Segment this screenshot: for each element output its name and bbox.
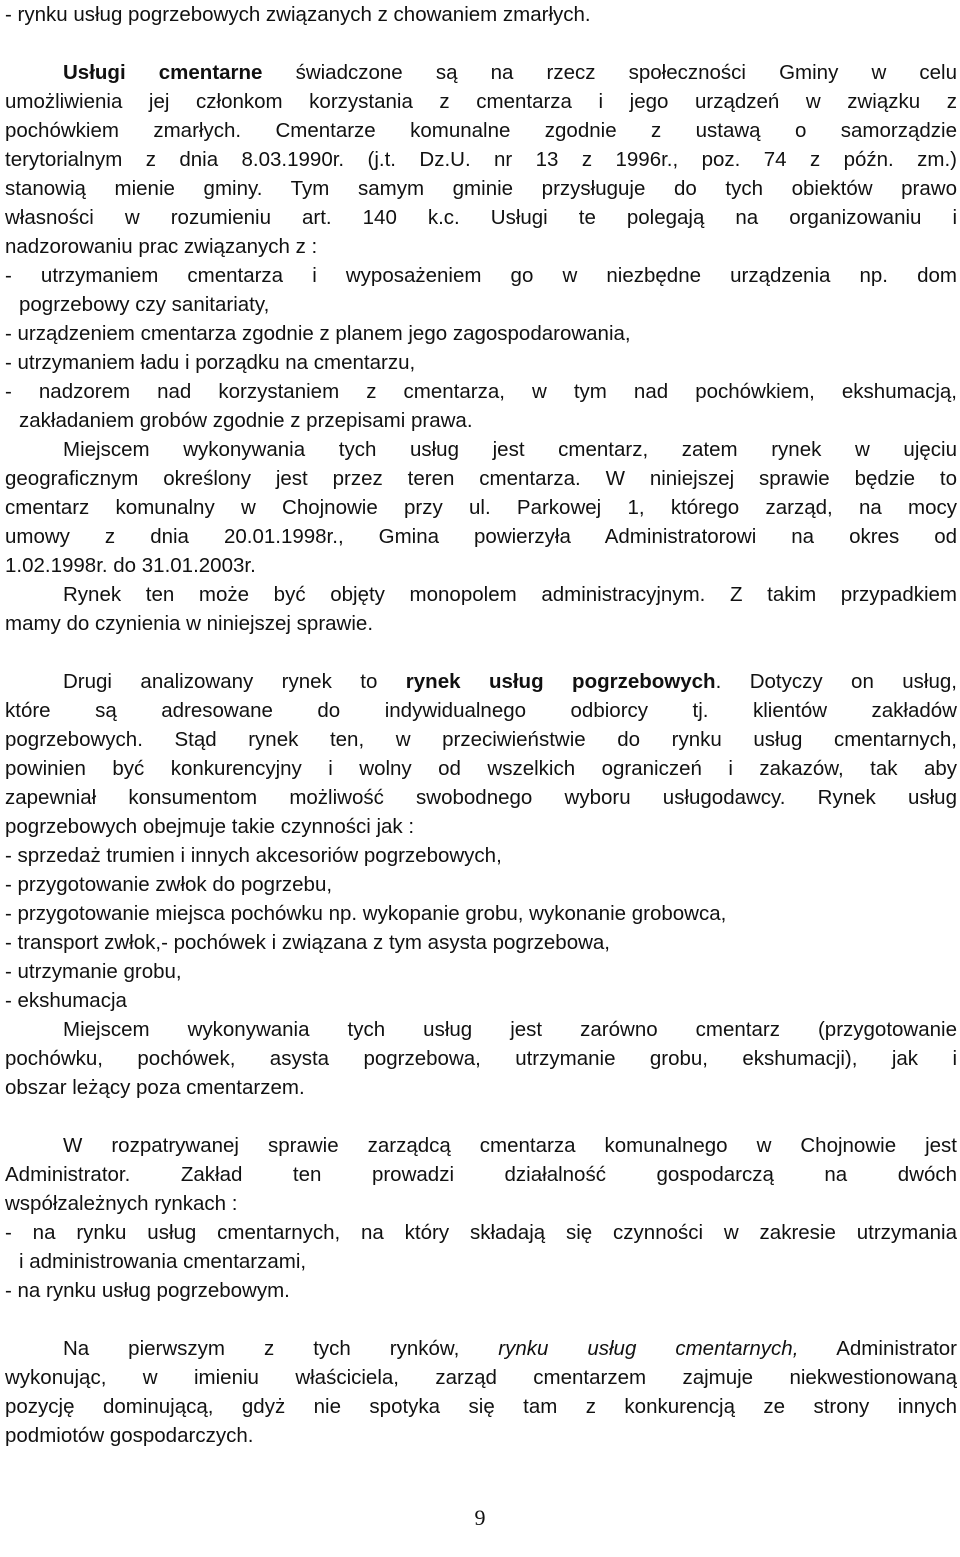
text-line: Miejscem wykonywania tych usług jest cmentarz, zatem rynek w ujęciu <box>63 438 957 461</box>
text-line: - na rynku usług cmentarnych, na który składają się czynności w zakresie utrzymania <box>5 1221 957 1244</box>
text-line: mamy do czynienia w niniejszej sprawie. <box>5 612 374 635</box>
text-line: - utrzymaniem cmentarza i wyposażeniem go w niezbędne urządzenia np. dom <box>5 264 957 287</box>
italic-term: rynku usług cmentarnych, <box>498 1337 799 1360</box>
text-line: obszar leżący poza cmentarzem. <box>5 1076 305 1099</box>
text-line <box>5 58 957 87</box>
text-line: pozycję dominującą, gdyż nie spotyka się tam z konkurencją ze strony innych <box>5 1395 957 1418</box>
text-line: pogrzebowych obejmuje takie czynności jak : <box>5 815 415 838</box>
text-line: cmentarz komunalny w Chojnowie przy ul. Parkowej 1, którego zarząd, na mocy <box>5 496 957 519</box>
text-line: terytorialnym z dnia 8.03.1990r. (j.t. Dz.U. nr 13 z 1996r., poz. 74 z późn. zm.) <box>5 148 957 171</box>
text-line: - utrzymaniem ładu i porządku na cmentarzu, <box>5 351 416 374</box>
text-line: umożliwienia jej członkom korzystania z cmentarza i jego urządzeń w związku z <box>5 90 957 113</box>
text-line: własności w rozumieniu art. 140 k.c. Usługi te polegają na organizowaniu i <box>5 206 957 229</box>
text-line: - przygotowanie miejsca pochówku np. wykopanie grobu, wykonanie grobowca, <box>5 902 727 925</box>
paragraph-gap <box>5 1305 957 1334</box>
text-line: - na rynku usług pogrzebowym. <box>5 1279 290 1302</box>
text-run: Drugi analizowany rynek to <box>63 670 406 693</box>
bold-term: rynek usług pogrzebowych <box>405 670 716 693</box>
text-run: Na pierwszym z tych rynków, <box>63 1337 499 1360</box>
text-run: świadczone są na rzecz społeczności Gminy w celu <box>262 61 957 84</box>
text-line: zapewniał konsumentom możliwość swobodnego wyboru usługodawcy. Rynek usług <box>5 786 957 809</box>
text-line: pogrzebowych. Stąd rynek ten, w przeciwieństwie do rynku usług cmentarnych, <box>5 728 957 751</box>
text-line: - urządzeniem cmentarza zgodnie z planem jego zagospodarowania, <box>5 322 631 345</box>
text-run: Administrator <box>798 1337 957 1360</box>
text-line <box>5 1334 957 1363</box>
paragraph-gap <box>5 638 957 667</box>
text-line: podmiotów gospodarczych. <box>5 1424 254 1447</box>
text-line: - ekshumacja <box>5 989 127 1012</box>
text-line: pochówku, pochówek, asysta pogrzebowa, utrzymanie grobu, ekshumacji), jak i <box>5 1047 957 1070</box>
text-line: - przygotowanie zwłok do pogrzebu, <box>5 873 333 896</box>
text-line: współzależnych rynkach : <box>5 1192 238 1215</box>
text-line: - utrzymanie grobu, <box>5 960 182 983</box>
text-line: pogrzebowy czy sanitariaty, <box>19 293 270 316</box>
text-line: stanowią mienie gminy. Tym samym gminie przysługuje do tych obiektów prawo <box>5 177 957 200</box>
text-line: W rozpatrywanej sprawie zarządcą cmentarza komunalnego w Chojnowie jest <box>63 1134 957 1157</box>
text-line: zakładaniem grobów zgodnie z przepisami prawa. <box>19 409 473 432</box>
text-line: Rynek ten może być objęty monopolem administracyjnym. Z takim przypadkiem <box>63 583 957 606</box>
text-line: - sprzedaż trumien i innych akcesoriów pogrzebowych, <box>5 844 502 867</box>
text-line: Miejscem wykonywania tych usług jest zarówno cmentarz (przygotowanie <box>63 1018 957 1041</box>
text-line: pochówkiem zmarłych. Cmentarze komunalne zgodnie z ustawą o samorządzie <box>5 119 957 142</box>
text-line <box>5 667 957 696</box>
bold-term: Usługi cmentarne <box>63 61 263 84</box>
text-line: Administrator. Zakład ten prowadzi działalność gospodarczą na dwóch <box>5 1163 957 1186</box>
paragraph-gap <box>5 29 957 58</box>
text-line: wykonując, w imieniu właściciela, zarząd cmentarzem zajmuje niekwestionowaną <box>5 1366 957 1389</box>
text-line: - transport zwłok,- pochówek i związana z tym asysta pogrzebowa, <box>5 931 611 954</box>
text-line: - rynku usług pogrzebowych związanych z chowaniem zmarłych. <box>5 3 591 26</box>
text-line: i administrowania cmentarzami, <box>19 1250 307 1273</box>
paragraph-gap <box>5 1102 957 1131</box>
text-run: . Dotyczy on usług, <box>715 670 957 693</box>
text-line: 1.02.1998r. do 31.01.2003r. <box>5 554 256 577</box>
page-number: 9 <box>474 1505 486 1530</box>
text-line: umowy z dnia 20.01.1998r., Gmina powierzyła Administratorowi na okres od <box>5 525 957 548</box>
text-line: powinien być konkurencyjny i wolny od wszelkich ograniczeń i zakazów, tak aby <box>5 757 957 780</box>
text-line: nadzorowaniu prac związanych z : <box>5 235 318 258</box>
document-page <box>5 0 957 1450</box>
text-line: - nadzorem nad korzystaniem z cmentarza, w tym nad pochówkiem, ekshumacją, <box>5 380 957 403</box>
text-line: które są adresowane do indywidualnego odbiorcy tj. klientów zakładów <box>5 699 957 722</box>
text-line: geograficznym określony jest przez teren cmentarza. W niniejszej sprawie będzie to <box>5 467 957 490</box>
